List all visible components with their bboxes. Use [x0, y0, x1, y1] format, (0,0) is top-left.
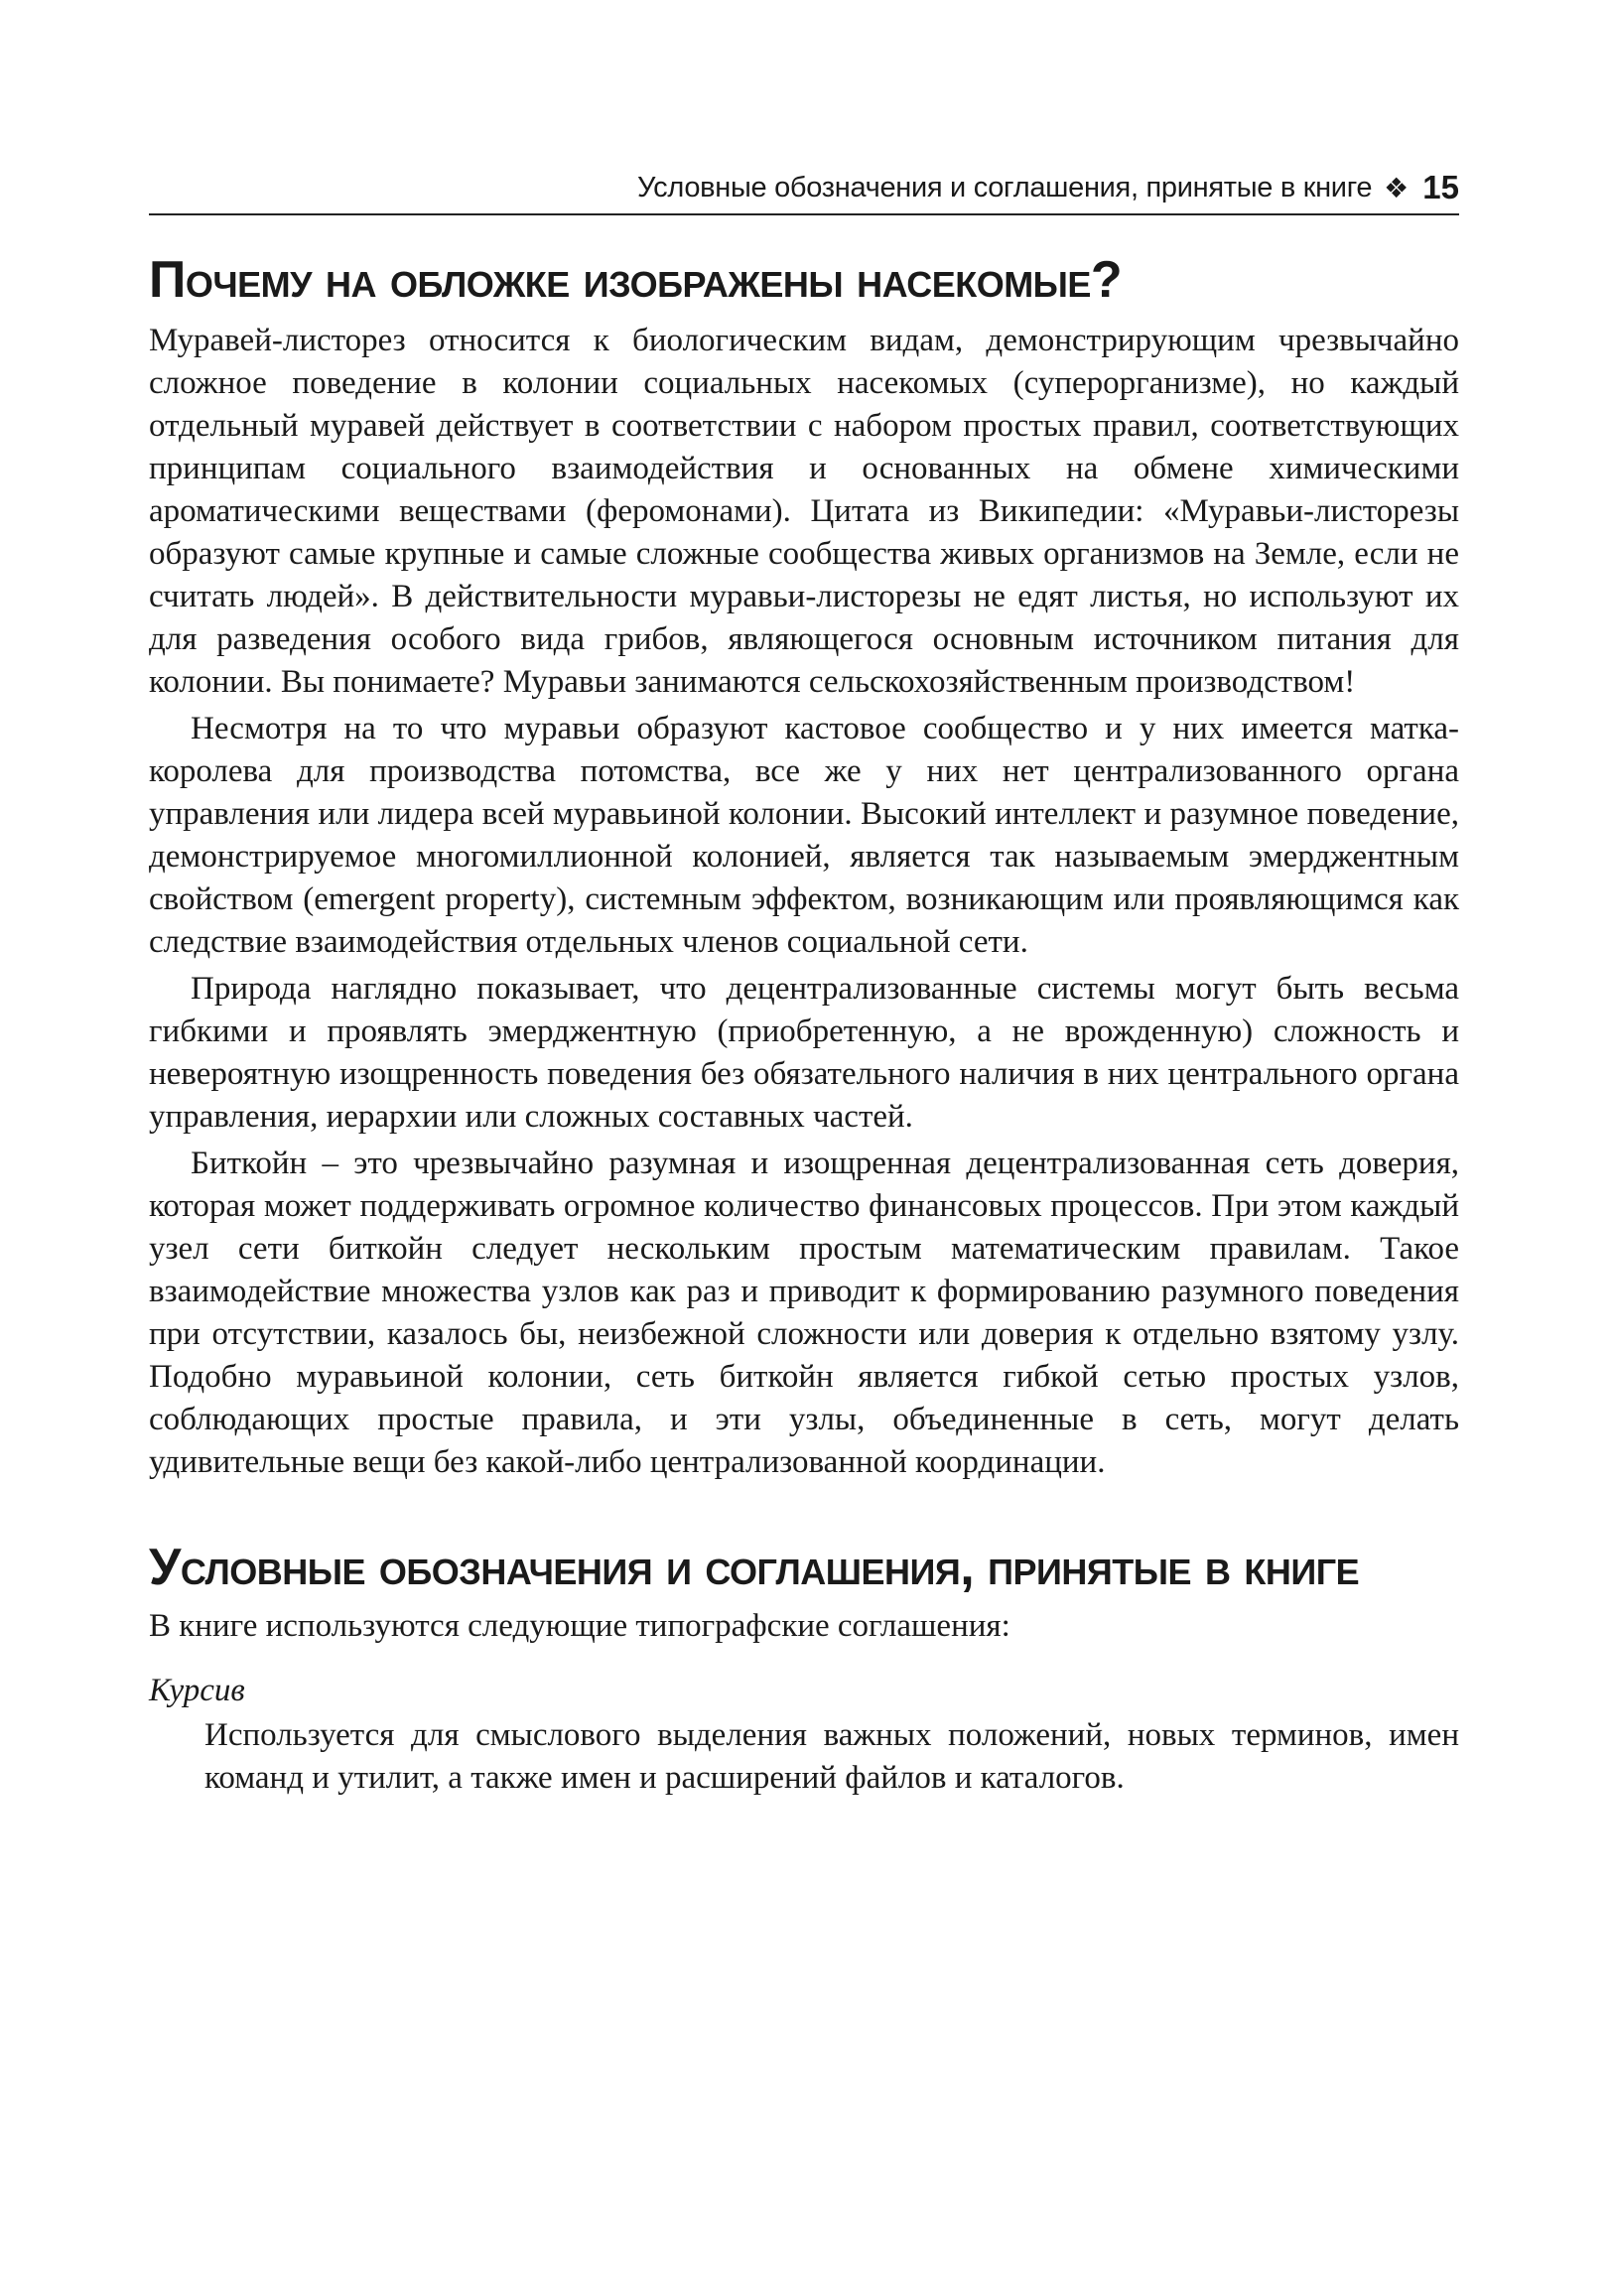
- paragraph: Муравей-листорез относится к биологическим видам, демонстрирующим чрезвычайно сложное поведение в колонии социальных насекомых (суперорганизме), но каждый отдельный муравей действует в соответствии с набором простых правил, соответствующих принципам социального взаимодействия и основанных на обмене химическими ароматическими веществами (феромонами). Цитата из Википедии: «Муравьи-листорезы образуют самые крупные и самые сложные сообщества живых организмов на Земле, если не считать людей». В действительности муравьи-листорезы не едят листья, но используют их для разведения особого вида грибов, являющегося основным источником питания для колонии. Вы понимаете? Муравьи занимаются сельскохозяйственным производством!: [149, 323, 1459, 700]
- section-heading-insects: Почему на обложке изображены насекомые?: [149, 251, 1123, 309]
- term-italic: Курсив: [149, 1673, 245, 1708]
- running-title: Условные обозначения и соглашения, принятые в книге: [636, 171, 1373, 203]
- paragraph: Несмотря на то что муравьи образуют кастовое сообщество и у них имеется матка-королева для производства потомства, все же у них нет централизованного органа управления или лидера всей муравьиной колонии. Высокий интеллект и разумное поведение, демонстрируемое многомиллионной колонией, является так называемым эмерджентным свойством (emergent property), системным эффектом, возникающим или проявляющимся как следствие взаимодействия отдельных членов социальной сети.: [149, 711, 1459, 960]
- term-description: Используется для смыслового выделения важных положений, новых терминов, имен команд и утилит, а также имен и расширений файлов и каталогов.: [204, 1717, 1459, 1796]
- section-heading-conventions: Условные обозначения и соглашения, принятые в книге: [149, 1539, 1360, 1596]
- conventions-intro: В книге используются следующие типографские соглашения:: [149, 1608, 1010, 1644]
- page-number: 15: [1422, 169, 1459, 205]
- paragraph: Биткойн – это чрезвычайно разумная и изощренная децентрализованная сеть доверия, которая может поддерживать огромное количество финансовых процессов. При этом каждый узел сети биткойн следует нескольким простым математическим правилам. Такое взаимодействие множества узлов как раз и приводит к формированию разумного поведения при отсутствии, казалось бы, неизбежной сложности или доверия к отдельно взятому узлу. Подобно муравьиной колонии, сеть биткойн является гибкой сетью простых узлов, соблюдающих простые правила, и эти узлы, объединенные в сеть, могут делать удивительные вещи без какой-либо централизованной координации.: [149, 1146, 1459, 1480]
- paragraph: Природа наглядно показывает, что децентрализованные системы могут быть весьма гибкими и проявлять эмерджентную (приобретенную, а не врожденную) сложность и невероятную изощренность поведения без обязательного наличия в них центрального органа управления, иерархии или сложных составных частей.: [149, 971, 1459, 1135]
- ornament-icon: ❖: [1384, 172, 1410, 203]
- running-header: [149, 162, 1459, 215]
- page-content: [149, 246, 1459, 1800]
